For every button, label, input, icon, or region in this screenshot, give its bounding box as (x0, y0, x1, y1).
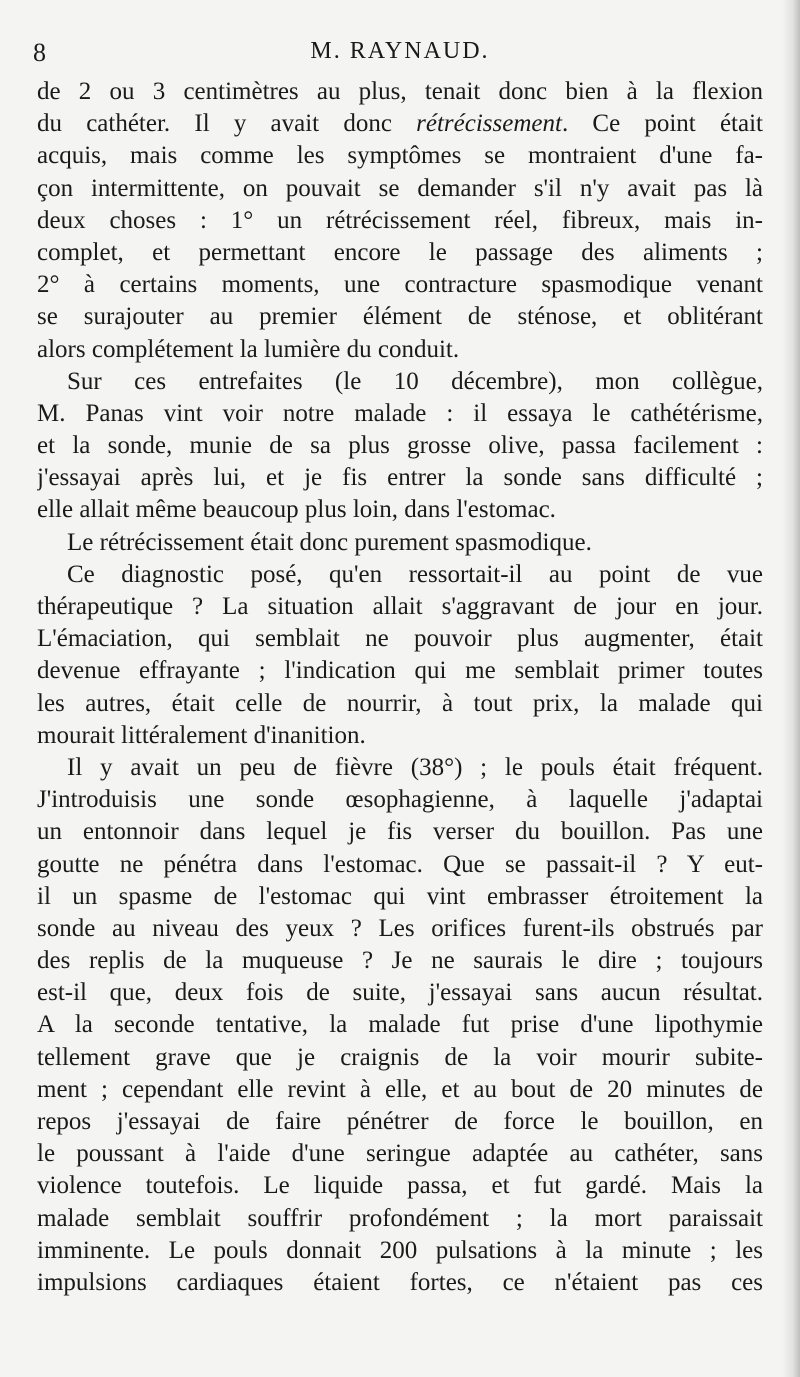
text-line (37, 623, 763, 655)
text-line (37, 334, 763, 366)
text-line (37, 559, 763, 591)
line-text: goutte ne pénétra dans l'estomac. Que se passait-il ? Y eut- (37, 850, 763, 878)
line-text: mourait littéralement d'inanition. (37, 721, 366, 749)
text-line (37, 816, 763, 848)
line-text: thérapeutique ? La situation allait s'aggravant de jour en jour. (37, 593, 763, 620)
line-text: Il y avait un peu de fièvre (38°) ; le pouls était fréquent. (67, 753, 763, 781)
line-text: et la sonde, munie de sa plus grosse olive, passa facilement : (37, 432, 763, 460)
line-text: malade semblait souffrir profondément ; la mort paraissait (37, 1204, 763, 1232)
line-text: A la seconde tentative, la malade fut prise d'une lipothymie (37, 1011, 763, 1039)
text-line (37, 1235, 763, 1267)
line-text: imminente. Le pouls donnait 200 pulsations à la minute ; les (37, 1236, 763, 1264)
line-text: se surajouter au premier élément de sténose, et oblitérant (37, 303, 763, 331)
text-line (37, 1106, 763, 1138)
line-text: J'introduisis une sonde œsophagienne, à laquelle j'adaptai (37, 786, 763, 814)
line-text: M. Panas vint voir notre malade : il essaya le cathétérisme, (37, 399, 763, 427)
text-line (37, 752, 763, 784)
line-text: Le rétrécissement était donc purement spasmodique. (67, 528, 592, 556)
text-line (37, 494, 763, 526)
line-text: Sur ces entrefaites (le 10 décembre), mon collègue, (67, 367, 763, 395)
text-line (37, 784, 763, 816)
text-line (37, 205, 763, 237)
running-head: M. RAYNAUD. (310, 38, 490, 64)
line-text: complet, et permettant encore le passage des aliments ; (37, 238, 763, 266)
text-line (37, 76, 763, 108)
line-text: L'émaciation, qui semblait ne pouvoir plus augmenter, était (37, 625, 763, 653)
text-line (37, 1009, 763, 1041)
page-number: 8 (33, 38, 46, 67)
text-line (37, 1170, 763, 1202)
text-line (37, 591, 763, 623)
text-line (37, 945, 763, 977)
line-text-continued: . Ce point était (561, 110, 763, 138)
text-line (37, 720, 763, 752)
line-text: repos j'essayai de faire pénétrer de force le bouillon, en (37, 1108, 763, 1135)
line-text: violence toutefois. Le liquide passa, et fut gardé. Mais la (37, 1172, 763, 1200)
text-line (37, 688, 763, 720)
text-line (37, 301, 763, 333)
line-text: j'essayai après lui, et je fis entrer la sonde sans difficulté ; (37, 464, 763, 492)
line-text: des replis de la muqueuse ? Je ne saurais le dire ; toujours (37, 947, 763, 975)
text-line (37, 1267, 763, 1299)
text-line (37, 108, 763, 140)
text-line (37, 913, 763, 945)
line-text: du cathéter. Il y avait donc (37, 110, 417, 138)
text-line (37, 462, 763, 494)
emphasized-word: rétrécissement (416, 110, 562, 138)
line-text: Ce diagnostic posé, qu'en ressortait-il au point de vue (67, 560, 763, 588)
text-line (37, 237, 763, 269)
text-line (37, 655, 763, 687)
line-text: impulsions cardiaques étaient fortes, ce n'étaient pas ces (37, 1268, 763, 1296)
text-line (37, 398, 763, 430)
text-line (37, 1203, 763, 1235)
text-line (37, 1074, 763, 1106)
text-line (37, 881, 763, 913)
line-text: acquis, mais comme les symptômes se montraient d'une fa- (37, 142, 763, 170)
line-text: 2° à certains moments, une contracture spasmodique venant (37, 271, 763, 299)
text-line (37, 1042, 763, 1074)
body-text (37, 76, 763, 1299)
line-text: les autres, était celle de nourrir, à tout prix, la malade qui (37, 689, 763, 717)
text-line (37, 140, 763, 172)
line-text: deux choses : 1° un rétrécissement réel, fibreux, mais in- (37, 206, 763, 234)
line-text: il un spasme de l'estomac qui vint embrasser étroitement la (37, 882, 763, 910)
page-header (0, 34, 800, 74)
text-line (37, 527, 763, 559)
text-line (37, 430, 763, 462)
text-line (37, 849, 763, 881)
line-text: sonde au niveau des yeux ? Les orifices furent-ils obstrués par (37, 914, 763, 942)
line-text: alors complétement la lumière du conduit. (37, 335, 460, 363)
line-text: tellement grave que je craignis de la voir mourir subite- (37, 1043, 763, 1071)
text-line (37, 366, 763, 398)
line-text: ment ; cependant elle revint à elle, et au bout de 20 minutes de (37, 1075, 763, 1103)
line-text: de 2 ou 3 centimètres au plus, tenait donc bien à la flexion (37, 78, 763, 105)
text-line (37, 173, 763, 205)
line-text: çon intermittente, on pouvait se demander s'il n'y avait pas là (37, 174, 763, 202)
text-line (37, 1138, 763, 1170)
text-line (37, 269, 763, 301)
line-text: elle allait même beaucoup plus loin, dans l'estomac. (37, 496, 556, 524)
line-text: devenue effrayante ; l'indication qui me semblait primer toutes (37, 657, 763, 685)
line-text: le poussant à l'aide d'une seringue adaptée au cathéter, sans (37, 1140, 763, 1168)
line-text: un entonnoir dans lequel je fis verser du bouillon. Pas une (37, 818, 763, 846)
page-edge-shadow (782, 0, 800, 1377)
text-line (37, 977, 763, 1009)
line-text: est-il que, deux fois de suite, j'essayai sans aucun résultat. (37, 979, 763, 1007)
